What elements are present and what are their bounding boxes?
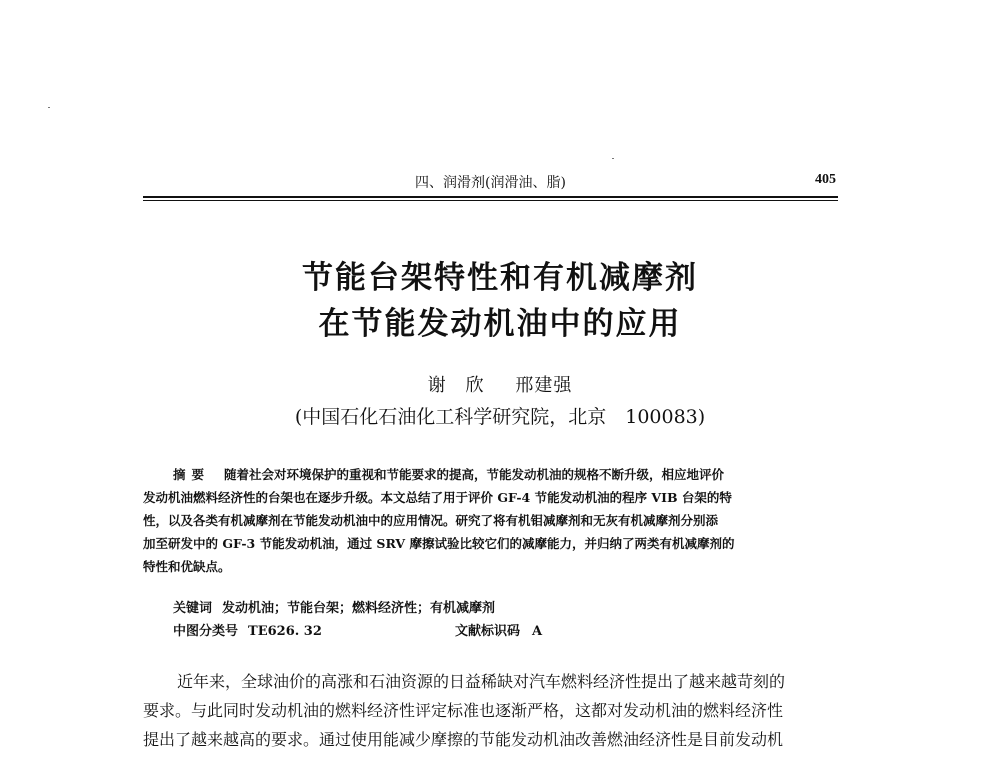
document-code-value: A [532, 624, 543, 639]
classification-label: 中图分类号 [173, 624, 239, 639]
abstract-line: 性，以及各类有机减摩剂在节能发动机油中的应用情况。研究了将有机钼减摩剂和无灰有机减摩剂分别添 [143, 513, 719, 528]
author-name: 邢建强 [515, 375, 573, 396]
paper-title-line-2: 在节能发动机油中的应用 [318, 306, 682, 342]
header-rule-thick [143, 196, 838, 198]
scan-speck [48, 107, 50, 108]
section-title: 四、润滑剂(润滑油、脂) [415, 175, 566, 191]
document-code [455, 620, 542, 639]
body-line: 近年来，全球油价的高涨和石油资源的日益稀缺对汽车燃料经济性提出了越来越苛刻的 [177, 672, 786, 691]
classification-value: TE626. 32 [248, 624, 322, 639]
abstract-line: 特性和优缺点。 [143, 559, 231, 574]
running-header [143, 172, 838, 194]
body-line: 要求。与此同时发动机油的燃料经济性评定标准也逐渐严格，这都对发动机油的燃料经济性 [143, 701, 784, 720]
abstract-label: 摘要 [173, 467, 211, 482]
page-number: 405 [815, 172, 836, 187]
keywords-label: 关键词 [173, 601, 213, 616]
body-text [143, 667, 848, 754]
authors [0, 371, 1000, 397]
keywords [173, 597, 495, 616]
scan-speck [612, 158, 614, 159]
header-rule-thin [143, 200, 838, 201]
classification [173, 620, 322, 639]
document-code-label: 文献标识码 [455, 624, 521, 639]
abstract-line: 随着社会对环境保护的重视和节能要求的提高，节能发动机油的规格不断升级，相应地评价 [224, 467, 725, 482]
abstract-line: 发动机油燃料经济性的台架也在逐步升级。本文总结了用于评价 GF-4 节能发动机油的程序 VIB 台架的特 [143, 490, 732, 505]
abstract [143, 463, 843, 578]
keywords-value: 发动机油；节能台架；燃料经济性；有机减摩剂 [222, 601, 496, 616]
abstract-line: 加至研发中的 GF-3 节能发动机油，通过 SRV 摩擦试验比较它们的减摩能力，并归纳了两类有机减摩剂的 [143, 536, 735, 551]
author-name: 谢 欣 [427, 375, 485, 396]
body-line: 提出了越来越高的要求。通过使用能减少摩擦的节能发动机油改善燃油经济性是目前发动机 [143, 730, 784, 749]
affiliation: (中国石化石油化工科学研究院，北京 100083) [294, 406, 706, 428]
paper-title-line-1: 节能台架特性和有机减摩剂 [302, 260, 698, 296]
